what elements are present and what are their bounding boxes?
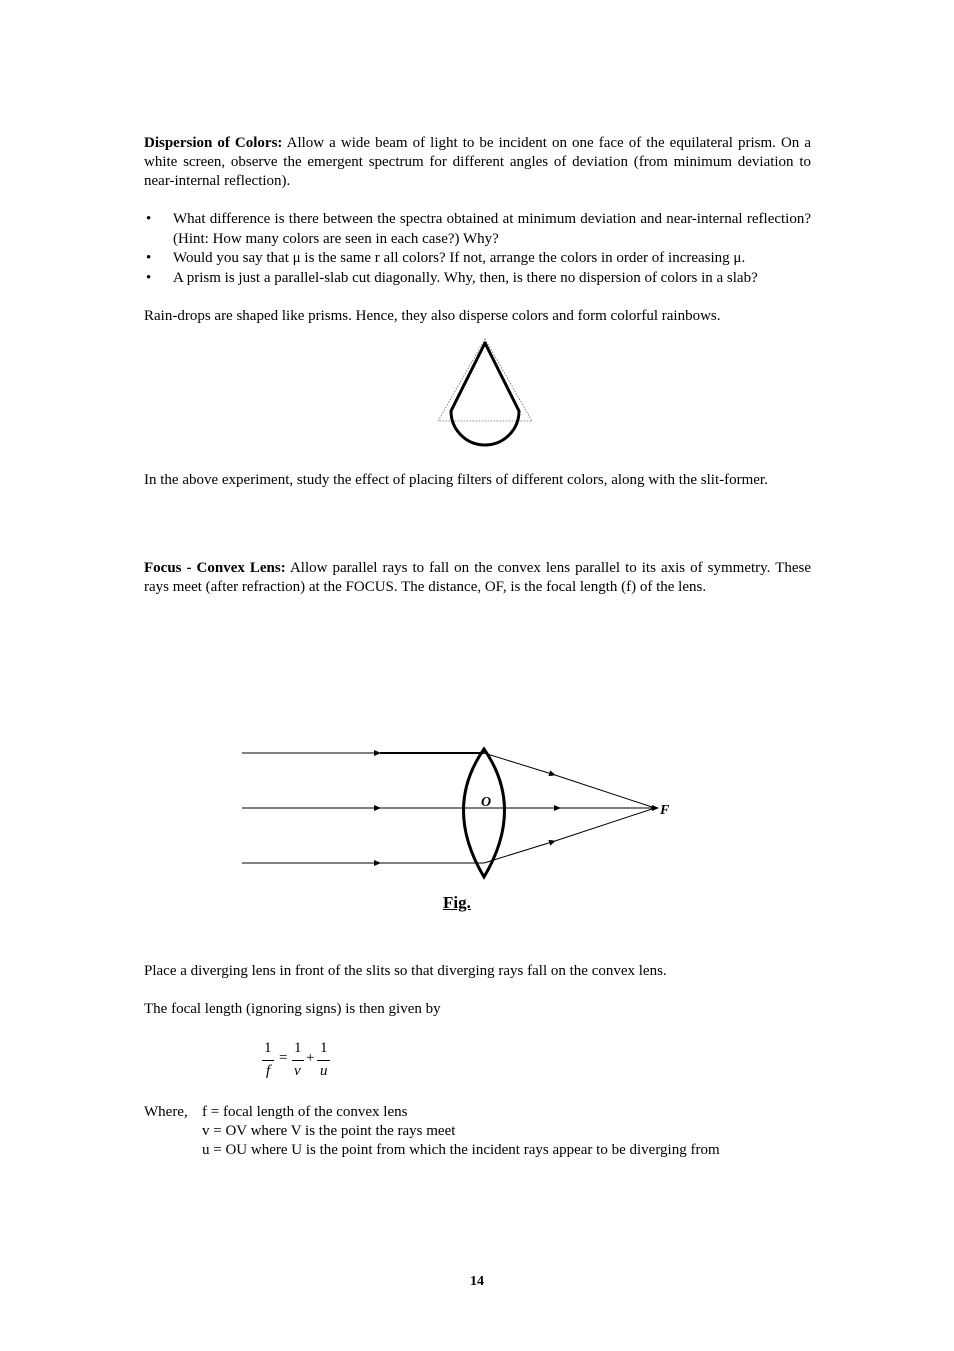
dispersion-text: Allow a wide beam of light to be incident on one face of the equilateral prism. On a white screen, observe the emergent spectrum for different angles of deviation (from minimum deviation to near-internal reflection).	[144, 135, 811, 189]
fraction-bar	[262, 1060, 274, 1061]
refracted-ray-bottom	[484, 841, 555, 863]
bullet-text: Would you say that μ is the same r all colors? If not, arrange the colors in order of increasing μ.	[173, 250, 746, 266]
convex-lens-shape	[464, 749, 505, 877]
focus-paragraph	[144, 559, 811, 597]
formula-u: u	[320, 1063, 328, 1079]
definition-row	[144, 1103, 720, 1122]
raindrops-paragraph: Rain-drops are shaped like prisms. Hence, they also disperse colors and form colorful rainbows.	[144, 308, 721, 324]
bullet-icon: •	[146, 250, 152, 266]
page-number: 14	[470, 1274, 484, 1289]
dispersion-heading: Dispersion of Colors:	[144, 135, 283, 151]
filters-paragraph: In the above experiment, study the effect of placing filters of different colors, along with the slit-former.	[144, 472, 768, 488]
focal-length-paragraph: The focal length (ignoring signs) is then given by	[144, 1001, 441, 1017]
formula-numerator: 1	[320, 1040, 328, 1056]
formula-f: f	[266, 1063, 271, 1079]
optical-center-label: O	[481, 795, 492, 810]
definition-f: f = focal length of the convex lens	[202, 1104, 408, 1120]
refracted-ray-bottom-segment	[555, 808, 655, 841]
variable-definitions	[144, 1103, 720, 1160]
convex-lens-figure	[230, 740, 690, 890]
figure-caption: Fig.	[443, 893, 471, 912]
dispersion-paragraph	[144, 134, 811, 191]
formula-equals: =	[279, 1050, 288, 1066]
list-item	[144, 249, 811, 269]
formula-numerator: 1	[294, 1040, 302, 1056]
bullet-icon: •	[146, 211, 152, 227]
bullet-icon: •	[146, 269, 152, 286]
definition-v: v = OV where V is the point the rays meet	[202, 1123, 456, 1139]
focus-point-label: F	[660, 803, 670, 818]
diverging-paragraph: Place a diverging lens in front of the slits so that diverging rays fall on the convex lens.	[144, 963, 667, 979]
fraction-bar	[292, 1060, 304, 1061]
formula-plus: +	[306, 1050, 315, 1066]
list-item	[144, 210, 811, 249]
formula-v: v	[294, 1063, 301, 1079]
focus-heading: Focus - Convex Lens:	[144, 560, 286, 576]
bullet-text: A prism is just a parallel-slab cut diagonally. Why, then, is there no dispersion of colors in a slab?	[173, 269, 758, 286]
list-item	[144, 269, 811, 289]
where-label: Where,	[144, 1104, 188, 1120]
fraction-bar	[317, 1060, 330, 1061]
raindrop-prism-figure	[430, 335, 540, 455]
bullet-text: What difference is there between the spectra obtained at minimum deviation and near-internal reflection? (Hint: How many colors are seen in each case?) Why?	[173, 211, 811, 247]
question-list	[144, 210, 811, 288]
refracted-ray-top-segment	[555, 775, 655, 808]
definition-row	[144, 1141, 720, 1160]
definition-row	[144, 1122, 720, 1141]
definition-u: u = OU where U is the point from which the incident rays appear to be diverging from	[202, 1142, 720, 1158]
raindrop-shape	[451, 343, 519, 445]
focus-text: Allow parallel rays to fall on the convex lens parallel to its axis of symmetry. These rays meet (after refraction) at the FOCUS. The distance, OF, is the focal length (f) of the lens.	[144, 560, 812, 595]
formula-numerator: 1	[264, 1040, 272, 1056]
